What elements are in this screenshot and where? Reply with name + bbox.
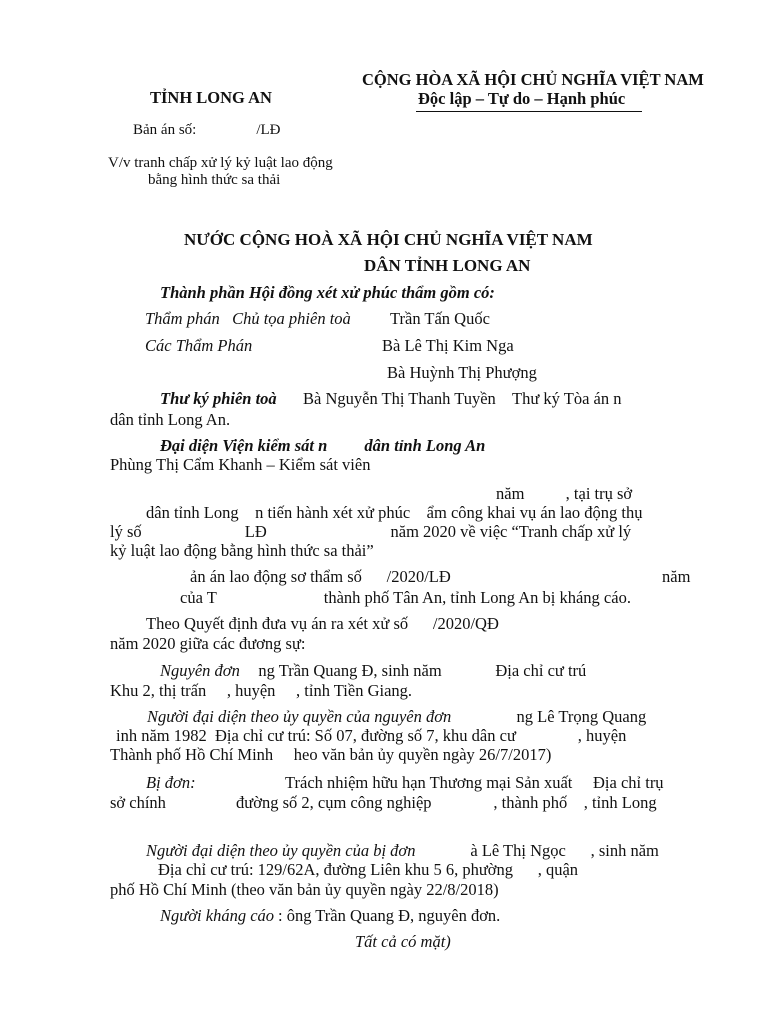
motto-underline: [416, 111, 642, 112]
hearing-line-2: dân tỉnh Long n tiến hành xét xử phúc ẩm công khai vụ án lao động thụ: [146, 503, 643, 522]
national-title: CỘNG HÒA XÃ HỘI CHỦ NGHĨA VIỆT NAM: [362, 70, 704, 89]
decision-line-2: năm 2020 giữa các đương sự:: [110, 634, 306, 653]
panel-heading: Thành phần Hội đồng xét xử phúc thẩm gồm có:: [160, 283, 495, 302]
clerk-label: Thư ký phiên toà: [160, 389, 277, 408]
hearing-line-4: kỷ luật lao động bằng hình thức sa thải”: [110, 541, 374, 560]
presence-note: Tất cả có mặt): [355, 932, 451, 951]
procuracy-label: Đại diện Viện kiểm sát n dân tỉnh Long An: [160, 436, 486, 455]
defendant-text: Trách nhiệm hữu hạn Thương mại Sản xuất Địa chỉ trụ: [285, 773, 664, 792]
procuracy-text: Phùng Thị Cẩm Khanh – Kiểm sát viên: [110, 455, 371, 474]
plaintiff-text: ng Trần Quang Đ, sinh năm Địa chỉ cư trú: [246, 661, 587, 680]
clerk-text-line-2: dân tỉnh Long An.: [110, 410, 231, 429]
judge-2-name: Bà Huỳnh Thị Phượng: [387, 363, 537, 382]
issuing-court: TỈNH LONG AN: [150, 88, 272, 107]
defendant-rep-line-2: Địa chỉ cư trú: 129/62A, đường Liên khu 5 6, phường , quận: [158, 860, 579, 879]
national-motto: Độc lập – Tự do – Hạnh phúc: [418, 89, 626, 108]
clerk-text: Bà Nguyễn Thị Thanh Tuyền Thư ký Tòa án n: [303, 389, 622, 408]
plaintiff-rep-line-2: inh năm 1982 Địa chỉ cư trú: Số 07, đường số 7, khu dân cư , huyện: [116, 726, 627, 745]
decision-line-1: Theo Quyết định đưa vụ án ra xét xử số /2020/QĐ: [146, 614, 499, 633]
hearing-line-1: năm , tại trụ sở: [496, 484, 633, 503]
plaintiff-rep-line-3: Thành phố Hồ Chí Minh heo văn bản ủy quyền ngày 26/7/2017): [110, 745, 552, 764]
defendant-label: Bị đơn:: [146, 773, 196, 792]
presiding-judge-name: Trần Tấn Quốc: [390, 309, 490, 328]
appellant-text: : ông Trần Quang Đ, nguyên đơn.: [278, 906, 501, 925]
plaintiff-rep-label: Người đại diện theo ủy quyền của nguyên đơn: [147, 707, 452, 726]
judge-1-name: Bà Lê Thị Kim Nga: [382, 336, 514, 355]
judgment-title-line-2: DÂN TỈNH LONG AN: [364, 256, 531, 275]
defendant-address: sở chính đường số 2, cụm công nghiệp , thành phố , tỉnh Long: [110, 793, 657, 812]
plaintiff-rep-name: ng Lê Trọng Quang: [500, 707, 647, 726]
plaintiff-address: Khu 2, thị trấn , huyện , tỉnh Tiền Giang.: [110, 681, 413, 700]
plaintiff-label: Nguyên đơn: [160, 661, 240, 680]
case-subject-line-1: V/v tranh chấp xử lý kỷ luật lao động: [108, 155, 333, 171]
appeal-line-1-year: năm: [662, 567, 691, 586]
appeal-line-2: của T thành phố Tân An, tỉnh Long An bị kháng cáo.: [180, 588, 631, 607]
defendant-rep-name: à Lê Thị Ngọc , sinh năm: [458, 841, 659, 860]
hearing-line-3: lý số LĐ năm 2020 về việc “Tranh chấp xử lý: [110, 522, 632, 541]
defendant-rep-label: Người đại diện theo ủy quyền của bị đơn: [146, 841, 416, 860]
case-subject-line-2: bằng hình thức sa thải: [148, 172, 281, 188]
judges-label: Các Thẩm Phán: [145, 336, 253, 355]
defendant-rep-line-3: phố Hồ Chí Minh (theo văn bản ủy quyền ngày 22/8/2018): [110, 880, 499, 899]
appellant-label: Người kháng cáo: [160, 906, 275, 925]
presiding-judge-label: Thẩm phán Chủ tọa phiên toà: [145, 309, 351, 328]
case-number: Bản án số: /LĐ: [133, 122, 281, 138]
appeal-line-1: ản án lao động sơ thẩm số /2020/LĐ: [190, 567, 451, 586]
judgment-title-line-1: NƯỚC CỘNG HOÀ XÃ HỘI CHỦ NGHĨA VIỆT NAM: [184, 230, 593, 249]
